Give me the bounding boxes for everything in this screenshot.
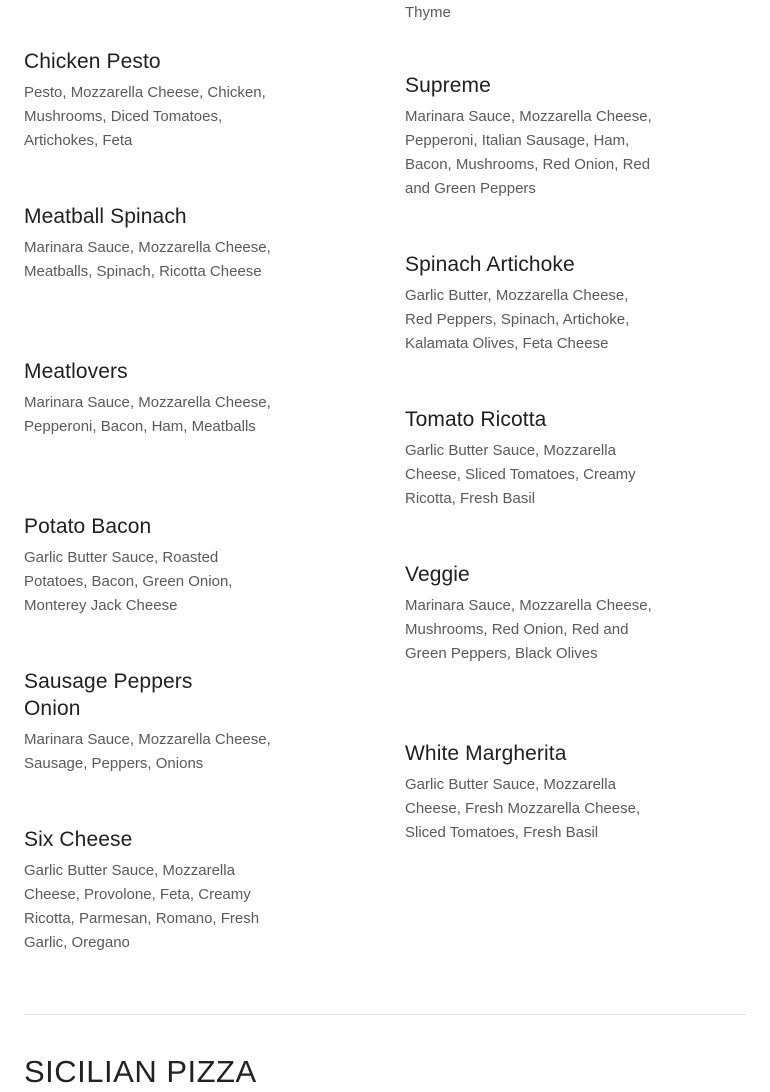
menu-item-description: Garlic Butter Sauce, Mozzarella Cheese, Sliced Tomatoes, Creamy Ricotta, Fresh Basil [405,442,636,507]
menu-item-description: Pesto, Mozzarella Cheese, Chicken, Mushrooms, Diced Tomatoes, Artichokes, Feta [24,84,266,149]
menu-item [405,740,655,845]
menu-item-name: Chicken Pesto [24,50,161,73]
menu-item-name: Meatlovers [24,360,128,383]
menu-item-name: Sausage Peppers Onion [24,670,193,720]
menu-item [405,72,655,201]
menu-item-name: White Margherita [405,742,567,765]
menu-item-description: Marinara Sauce, Mozzarella Cheese, Meatballs, Spinach, Ricotta Cheese [24,239,271,280]
menu-item-name: Six Cheese [24,828,133,851]
menu-item-description: Garlic Butter Sauce, Roasted Potatoes, Bacon, Green Onion, Monterey Jack Cheese [24,549,233,614]
menu-item [24,358,274,439]
menu-item [24,668,271,776]
menu-item-description-cut: Thyme [405,4,451,21]
menu-item-name: Supreme [405,74,491,97]
menu-item-description: Garlic Butter, Mozzarella Cheese, Red Peppers, Spinach, Artichoke, Kalamata Olives, Feta Cheese [405,287,630,352]
menu-item-name: Veggie [405,563,470,586]
menu-item-name: Spinach Artichoke [405,253,575,276]
menu-item [24,203,274,284]
menu-item-description: Marinara Sauce, Mozzarella Cheese, Mushrooms, Red Onion, Red and Green Peppers, Black Olives [405,597,652,662]
menu-item-description: Marinara Sauce, Mozzarella Cheese, Sausage, Peppers, Onions [24,731,271,772]
menu-item-name: Potato Bacon [24,515,152,538]
menu-item [405,251,655,356]
menu-item [405,406,655,511]
menu-item [24,826,274,955]
section-divider [24,1014,746,1015]
menu-item [24,48,274,153]
menu-item-name: Tomato Ricotta [405,408,547,431]
menu-item-name: Meatball Spinach [24,205,187,228]
menu-item-description: Garlic Butter Sauce, Mozzarella Cheese, Fresh Mozzarella Cheese, Sliced Tomatoes, Fresh Basil [405,776,641,841]
menu-item-description: Marinara Sauce, Mozzarella Cheese, Pepperoni, Italian Sausage, Ham, Bacon, Mushrooms, Red Onion, Red and Green Peppers [405,108,652,197]
section-title: SICILIAN PIZZA [24,1054,257,1089]
menu-item [405,561,655,666]
menu-item [24,513,274,618]
menu-item-description: Garlic Butter Sauce, Mozzarella Cheese, Provolone, Feta, Creamy Ricotta, Parmesan, Romano, Fresh Garlic, Oregano [24,862,260,951]
menu-item-description: Marinara Sauce, Mozzarella Cheese, Pepperoni, Bacon, Ham, Meatballs [24,394,271,435]
